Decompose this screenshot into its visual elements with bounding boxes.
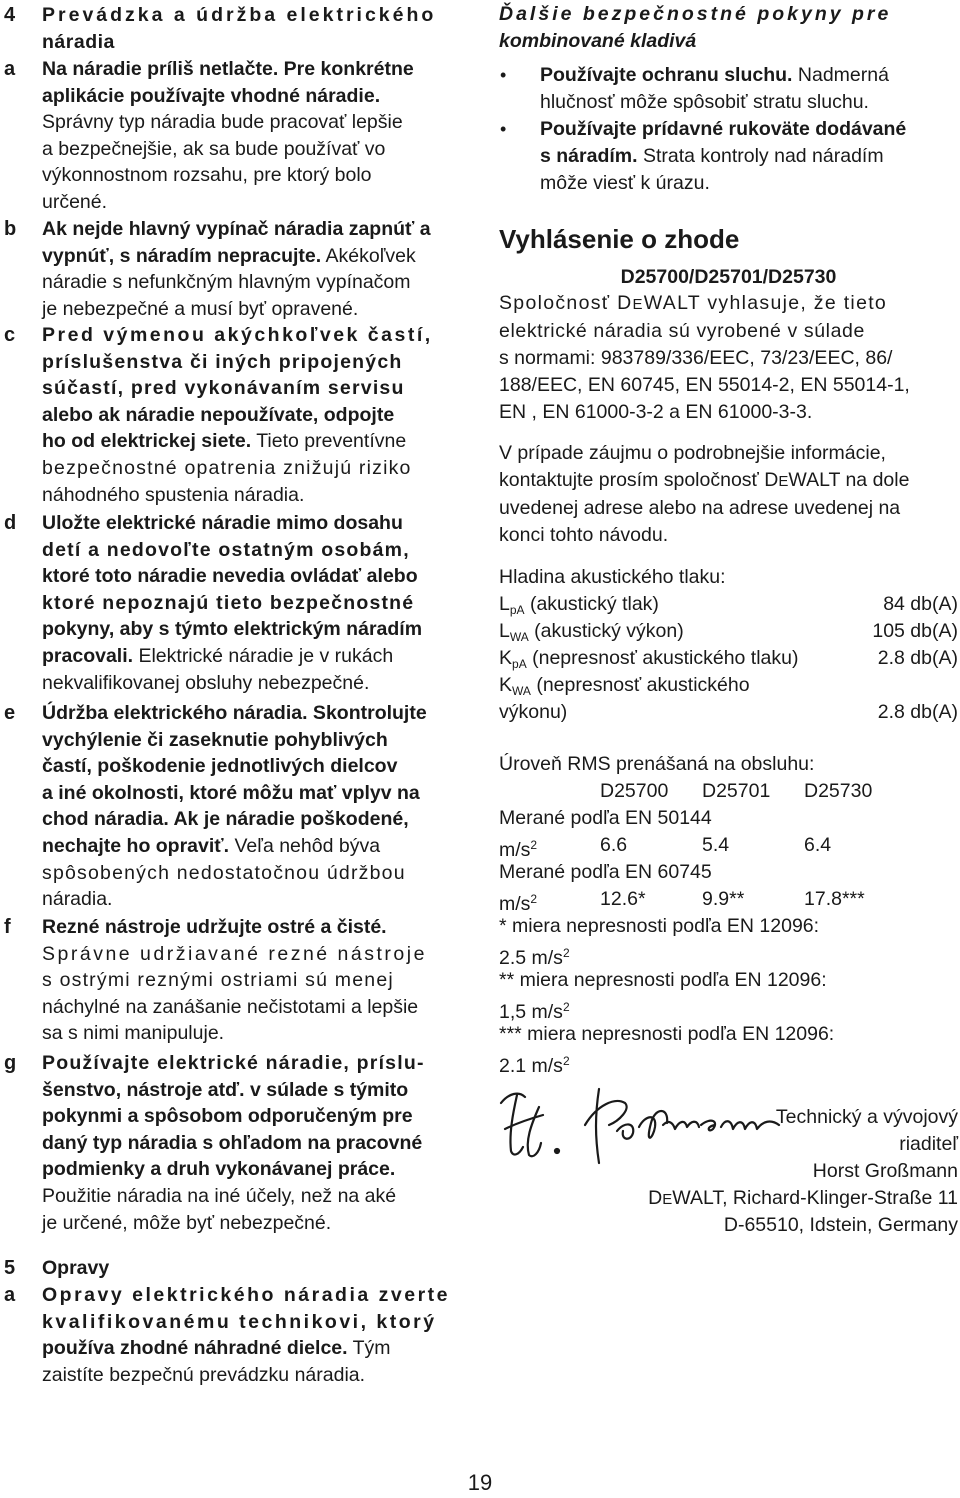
rule-text-bold: vypnúť, s náradím nepracujte.: [42, 244, 322, 267]
rule-text: s ostrými reznými ostriami sú menej: [42, 969, 394, 992]
heading-line: kombinované kladivá: [499, 30, 697, 52]
signatory-name: Horst Großmann: [812, 1160, 958, 1182]
rule-text: nekvalifikovanej obsluhy nebezpečné.: [42, 671, 370, 694]
contact-paragraph: V prípade záujmu o podrobnejšie informácie, kontaktujte prosím spoločnosť DEWALT na dole uvedenej adrese alebo na adrese uvedenej na konci tohto návodu.: [499, 442, 910, 546]
heading-line: Ďalšie bezpečnostné pokyny pre: [499, 3, 892, 25]
signatory-address: DEWALT, Richard-Klinger-Straße 11: [648, 1187, 958, 1209]
bullet-icon: •: [500, 119, 507, 139]
bullet-bold: s náradím.: [540, 145, 638, 167]
rule-text: spôsobených nedostatočnou údržbou: [42, 861, 406, 884]
uncertainty-note: 2.1 $m/s^2$: [499, 1054, 570, 1077]
rule-text: chod náradia. Ak je náradie poškodené,: [42, 808, 409, 831]
rule-text: pokynmi a spôsobom odporučeným pre: [42, 1105, 413, 1128]
item-marker: a: [4, 58, 16, 80]
declaration-paragraph: Spoločnosť DEWALT vyhlasuje, že tieto elektrické náradia sú vyrobené v súlade s normami: 983789/336/EEC, 73/23/EEC, 86/ 188/EEC, EN 60745, EN 55014-2, EN 55014-1, EN , EN 61000-3-2 a EN 61000-3-3.: [499, 292, 910, 423]
rule-text: Rezné nástroje udržujte ostré a čisté.: [42, 916, 387, 938]
rule-text: Uložte elektrické náradie mimo dosahu: [42, 512, 403, 534]
brand-name: DEWALT: [617, 292, 701, 314]
vibration-method-2: Merané podľa EN 60745: [499, 861, 712, 883]
section-title: Opravy: [42, 1257, 110, 1279]
section-title-line: náradia: [42, 30, 115, 53]
rule-text: Pred výmenou akýchkoľvek častí,: [42, 324, 433, 346]
bullet-text: môže viesť k úrazu.: [540, 172, 710, 194]
rule-text: aplikácie používajte vhodné náradie.: [42, 84, 381, 107]
section-number: 5: [4, 1257, 16, 1279]
rule-text-bold: používa zhodné náhradné dielce.: [42, 1337, 348, 1360]
noise-value: 105 db(A): [872, 620, 958, 642]
vibration-method-1: Merané podľa EN 50144: [499, 807, 712, 829]
signatory-role: Technický a vývojový: [775, 1106, 958, 1128]
uncertainty-note: * miera nepresnosti podľa EN 12096:: [499, 915, 820, 937]
noise-value: 2.8 db(A): [877, 701, 958, 723]
rule-text-bold: pracovali.: [42, 644, 134, 667]
rule-text-bold: nechajte ho opraviť.: [42, 834, 230, 857]
rule-text: Použitie náradia na iné účely, než na aké: [42, 1184, 397, 1207]
rule-text: Tieto preventívne: [251, 430, 407, 453]
item-marker: d: [4, 512, 17, 534]
rule-text: častí, poškodenie jednotlivých dielcov: [42, 755, 398, 778]
rule-text: Údržba elektrického náradia. Skontrolujte: [42, 702, 427, 724]
rule-text: Správne udržiavané rezné nástroje: [42, 942, 427, 965]
noise-kwa-row: $K_{WA}$ (nepresnosť akustického: [499, 674, 750, 698]
vibration-values-2: $m/s^2$ 12.6* 9.9** 17.8***: [499, 888, 865, 915]
noise-title: Hladina akustického tlaku:: [499, 566, 726, 588]
bullet-bold: Používajte prídavné rukoväte dodávané: [540, 118, 907, 140]
rule-text: výkonnostnom rozsahu, pre ktorý bolo: [42, 164, 372, 187]
noise-lwa-row: $L_{WA}$ (akustický výkon) 105 db(A): [499, 620, 958, 644]
rule-text: príslušenstva či iných pripojených: [42, 350, 403, 373]
rule-text: Opravy elektrického náradia zverte: [42, 1284, 450, 1306]
rule-text: a iné okolnosti, ktoré môžu mať vplyv na: [42, 781, 420, 804]
rule-text: kvalifikovanému technikovi, ktorý: [42, 1310, 437, 1333]
rule-text: Správny typ náradia bude pracovať lepšie: [42, 111, 403, 134]
rule-text: Elektrické náradie je v rukách: [133, 644, 394, 667]
section-title-line: Prevádzka a údržba elektrického: [42, 4, 437, 26]
rule-text: sa s nimi manipuluje.: [42, 1022, 225, 1045]
uncertainty-note: 2.5 $m/s^2$: [499, 946, 570, 969]
uncertainty-note: ** miera nepresnosti podľa EN 12096:: [499, 969, 827, 991]
noise-kwa-row-2: výkonu) 2.8 db(A): [499, 699, 958, 726]
noise-value: 84 db(A): [883, 593, 958, 615]
vibration-title: Úroveň RMS prenášaná na obsluhu:: [499, 753, 815, 775]
bullet-bold: Používajte ochranu sluchu.: [540, 64, 793, 86]
rule-text: alebo ak náradie nepoužívate, odpojte: [42, 403, 395, 426]
rule-text: ktoré nepoznajú tieto bezpečnostné: [42, 591, 415, 614]
rule-text: Na náradie príliš netlačte. Pre konkrétne: [42, 58, 414, 80]
noise-lpa-row: $L_{pA}$ (akustický tlak) 84 db(A): [499, 593, 958, 617]
rule-text: určené.: [42, 190, 108, 213]
further-safety-heading: [499, 1, 958, 55]
rule-text: náradia.: [42, 888, 113, 911]
rule-text: detí a nedovoľte ostatným osobám,: [42, 538, 410, 561]
rule-text: súčastí, pred vykonávaním servisu: [42, 377, 405, 400]
rule-text: je určené, môže byť nebezpečné.: [42, 1211, 332, 1234]
rule-text: Veľa nehôd býva: [229, 834, 381, 857]
item-marker: g: [4, 1052, 17, 1074]
declaration-models: D25700/D25701/D25730: [620, 266, 837, 288]
rule-text: vychýlenie či zaseknutie pohyblivých: [42, 728, 388, 751]
signatory-role: riaditeľ: [899, 1133, 958, 1155]
rule-text: Tým: [347, 1337, 391, 1360]
item-marker: c: [4, 324, 16, 346]
bullet-text: Nadmerná: [792, 64, 889, 86]
vibration-values-1: $m/s^2$ 6.6 5.4 6.4: [499, 834, 832, 861]
signatory-city: D-65510, Idstein, Germany: [723, 1214, 958, 1236]
rule-text: Ak nejde hlavný vypínač náradia zapnúť a: [42, 218, 431, 240]
item-marker: a: [4, 1284, 16, 1306]
rule-text: daný typ náradia s ohľadom na pracovné: [42, 1131, 423, 1154]
section-number: 4: [4, 4, 16, 26]
bullet-icon: •: [500, 65, 507, 85]
brand-name: DEWALT: [764, 469, 841, 491]
rule-text: bezpečnostné opatrenia znižujú riziko: [42, 456, 412, 479]
item-marker: b: [4, 218, 17, 240]
rule-text: pokyny, aby s týmto elektrickým náradím: [42, 618, 423, 641]
rule-text: ktoré toto náradie nevedia ovládať alebo: [42, 565, 418, 588]
rule-text: podmienky a druh vykonávanej práce.: [42, 1158, 396, 1181]
rule-text: náchylné na zanášanie nečistotami a lepšie: [42, 995, 419, 1018]
rule-text: náradie s nefunkčným hlavným vypínačom: [42, 271, 411, 294]
rule-text: Používajte elektrické náradie, príslu-: [42, 1052, 425, 1074]
uncertainty-note: *** miera nepresnosti podľa EN 12096:: [499, 1023, 835, 1045]
uncertainty-note: 1,5 $m/s^2$: [499, 1000, 570, 1023]
item-marker: f: [4, 916, 11, 938]
rule-text: Akékoľvek: [321, 244, 416, 267]
rule-text-bold: ho od elektrickej siete.: [42, 430, 252, 453]
noise-kpa-row: $K_{pA}$ (nepresnosť akustického tlaku) 2.8 db(A): [499, 647, 958, 671]
bullet-text: Strata kontroly nad náradím: [637, 145, 884, 167]
rule-text: a bezpečnejšie, ak sa bude používať vo: [42, 137, 386, 160]
rule-text: náhodného spustenia náradia.: [42, 483, 305, 506]
page-number: 19: [467, 1470, 493, 1495]
declaration-heading: Vyhlásenie o zhode: [499, 224, 740, 254]
rule-text: šenstvo, nástroje atď. v súlade s týmito: [42, 1078, 409, 1101]
item-marker: e: [4, 702, 16, 724]
rule-text: zaistíte bezpečnú prevádzku náradia.: [42, 1363, 366, 1386]
rule-text: je nebezpečné a musí byť opravené.: [42, 297, 359, 320]
bullet-text: hlučnosť môže spôsobiť stratu sluchu.: [540, 91, 869, 113]
noise-value: 2.8 db(A): [877, 647, 958, 669]
